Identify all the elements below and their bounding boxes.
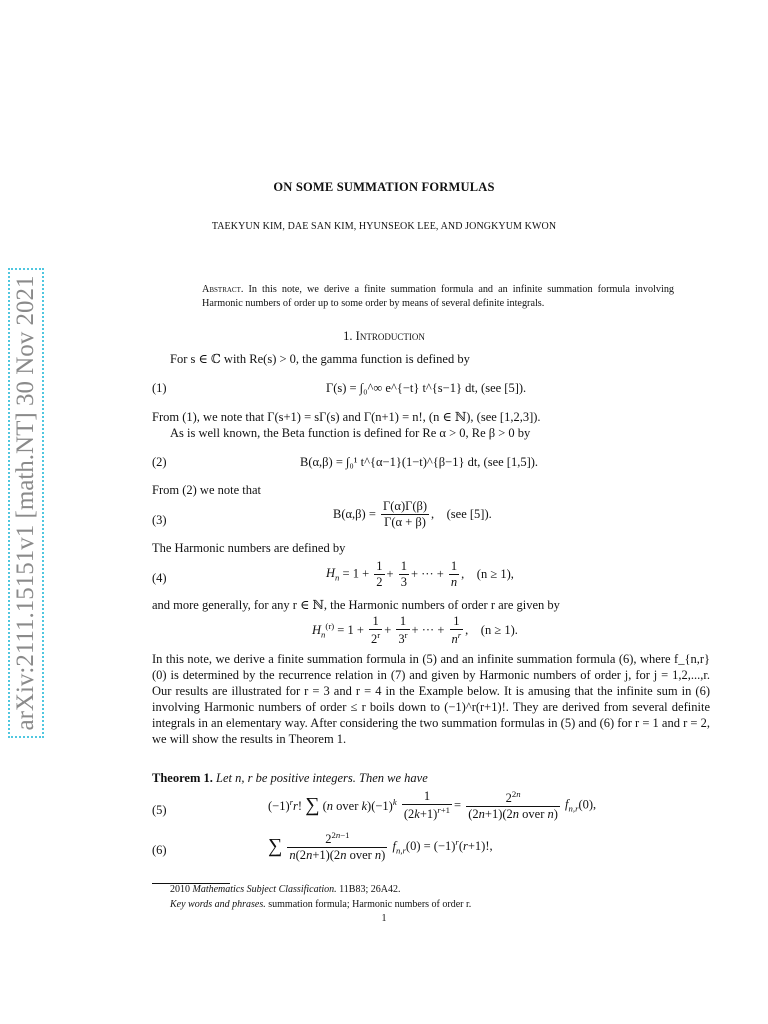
equation-number-6: (6)	[152, 843, 167, 857]
theorem-label: Theorem 1.	[152, 771, 213, 785]
paragraph-gamma-intro: For s ∈ ℂ with Re(s) > 0, the gamma function is defined by	[170, 352, 470, 366]
arxiv-id-label: arXiv:2111.15151v1 [math.NT] 30 Nov 2021	[12, 275, 39, 731]
footnote-keywords	[170, 899, 471, 910]
theorem-1	[152, 770, 428, 786]
equation-harmonic-order-r: $H_n^{(r)} = 1$ + $\frac{1}{2^r}$ + $\frac{1}{3^r}$ + ··· + $\frac{1}{n^r}$ , (n ≥ 1).	[312, 614, 518, 647]
page-number: 1	[381, 913, 387, 924]
abstract	[202, 283, 674, 311]
equation-number-2: (2)	[152, 455, 167, 469]
paper-authors: TAEKYUN KIM, DAE SAN KIM, HYUNSEOK LEE, AND JONGKYUM KWON	[211, 221, 557, 232]
footnote-msc-label: Mathematics Subject Classification.	[192, 884, 337, 895]
equation-1-body: Γ(s) = ∫₀^∞ e^{−t} t^{s−1} dt, (see [5]).	[326, 381, 527, 395]
equation-number-1: (1)	[152, 381, 167, 395]
footnote-keywords-label: Key words and phrases.	[170, 899, 266, 910]
equation-3-citation: (see [5]).	[446, 507, 492, 521]
equation-number-5: (5)	[152, 803, 167, 817]
equation-harmonic-order-r-condition: (n ≥ 1).	[480, 623, 518, 638]
abstract-label: Abstract.	[202, 284, 244, 295]
equation-6: ∑ $\frac{2^{2n-1}}{\text{n(2n+1)(2n over n)}}$ $f_{n,r}(0) = (-1)^r(r+1)$!,	[268, 830, 493, 863]
equation-4: $H_n = 1$ + $\frac{1}{2}$ + $\frac{1}{3}$ + ··· + $\frac{1}{n}$ , (n ≥ 1),	[326, 559, 514, 589]
paper-title: ON SOME SUMMATION FORMULAS	[273, 180, 495, 194]
section-heading: 1. Introduction	[343, 329, 425, 343]
equation-1	[326, 381, 526, 396]
abstract-text: In this note, we derive a finite summation formula and an infinite summation formula involving Harmonic numbers of order up to some order by means of several definite integrals.	[202, 284, 675, 309]
paragraph-beta-intro: As is well known, the Beta function is defined for Re α > 0, Re β > 0 by	[170, 426, 531, 440]
equation-2-body: B(α,β) = ∫₀¹ t^{α−1}(1−t)^{β−1} dt, (see [1,5]).	[300, 455, 539, 469]
equation-4-condition: (n ≥ 1),	[476, 567, 514, 581]
paragraph-gamma-property: From (1), we note that Γ(s+1) = sΓ(s) and Γ(n+1) = n!, (n ∈ ℕ), (see [1,2,3]).	[152, 410, 541, 424]
equation-3: B(α,β) = $\frac{\Gamma(\alpha)\Gamma(\beta)}{\Gamma(\alpha + \beta)}$ , (see [5]).	[333, 499, 492, 529]
equation-number-4: (4)	[152, 571, 167, 585]
equation-5: $(-1)^rr$! ∑ (n over $k)(-1)^k$ $\frac{1}{(2k+1)^{r+1}}$ = $\frac{2^{2n}}{\text{(2n+1)(2n over n)}}$ $f_{n,r}(0)$,	[268, 789, 597, 822]
paragraph-beta-note: From (2) we note that	[152, 483, 262, 497]
footnote-msc	[170, 884, 400, 895]
equation-2	[300, 455, 538, 470]
footnote-msc-codes: 11B83; 26A42.	[339, 884, 401, 895]
paragraph-summary: In this note, we derive a finite summation formula in (5) and an infinite summation formula (6), where f_{n,r}(0) is determined by the recurrence relation in (7) and given by Harmonic numbers of order j, for j = 1,2,...,r. Our results are illustrated for r = 3 and r = 4 in the Example below. It is amusing that the infinite sum in (6) involving Harmonic numbers of order ≤ r boils down to (−1)^r(r+1)!. They are derived from several definite integrals in an elementary way. After considering the two summation formulas in (5) and (6) for r = 1 and r = 2, we will show the results in Theorem 1.	[152, 652, 710, 746]
footnote-msc-year: 2010	[170, 884, 190, 895]
paragraph-harmonic-order-r: and more generally, for any r ∈ ℕ, the Harmonic numbers of order r are given by	[152, 598, 560, 612]
theorem-statement: Let n, r be positive integers. Then we have	[216, 771, 428, 785]
equation-number-3: (3)	[152, 513, 167, 527]
footnote-keywords-text: summation formula; Harmonic numbers of order r.	[268, 899, 472, 910]
paragraph-harmonic-intro: The Harmonic numbers are defined by	[152, 541, 346, 555]
